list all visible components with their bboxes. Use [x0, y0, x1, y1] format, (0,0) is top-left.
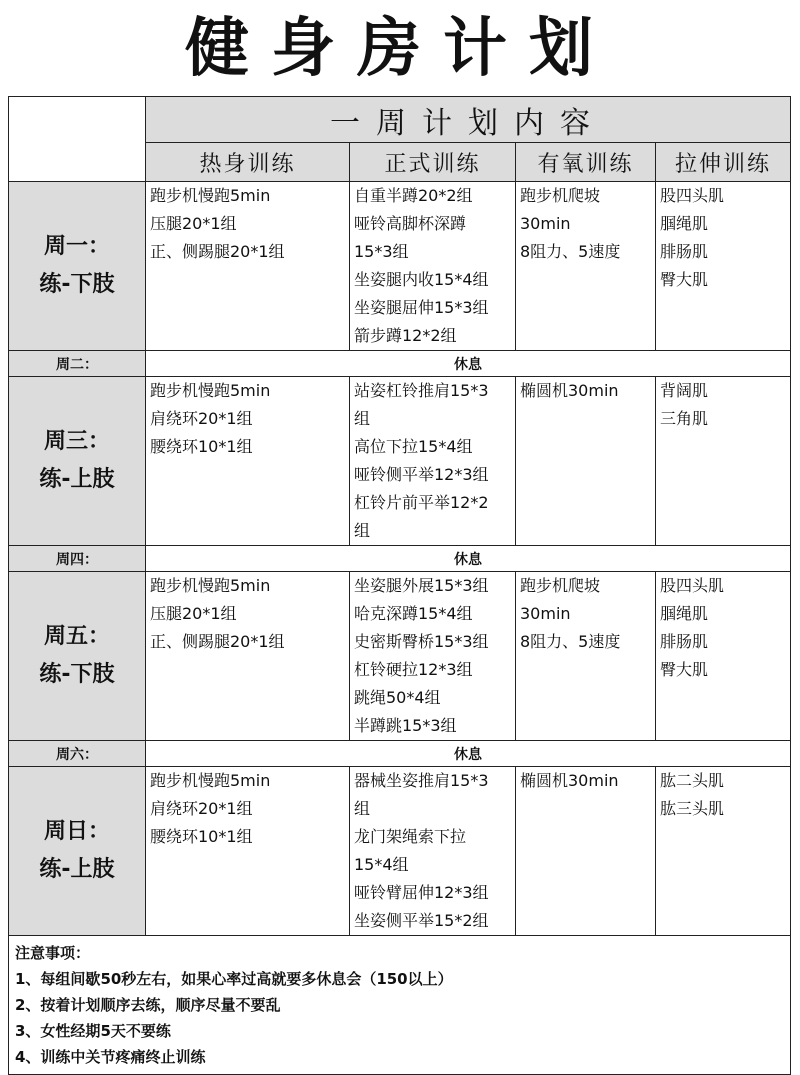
week-title: 一周计划内容 — [146, 97, 791, 143]
list-item: 高位下拉15*4组 — [354, 437, 473, 456]
list-item: 臀大肌 — [660, 270, 709, 289]
table-header-row — [9, 97, 791, 143]
list-item: 龙门架绳索下拉 — [354, 827, 467, 846]
list-item: 肩绕环20*1组 — [150, 799, 253, 818]
main-cell — [350, 767, 516, 936]
day-focus: 练-上肢 — [39, 467, 115, 492]
list-item: 组 — [354, 409, 371, 428]
column-header-stretch: 拉伸训练 — [656, 143, 791, 182]
weekly-plan-table — [8, 96, 791, 1075]
list-item: 站姿杠铃推肩15*3 — [354, 381, 489, 400]
list-item: 坐姿腿内收15*4组 — [354, 270, 489, 289]
list-item: 组 — [354, 799, 371, 818]
list-item: 半蹲跳15*3组 — [354, 716, 457, 735]
list-item: 跑步机慢跑5min — [150, 576, 271, 595]
column-header-warmup: 热身训练 — [146, 143, 350, 182]
list-item: 哈克深蹲15*4组 — [354, 604, 473, 623]
corner-cell — [9, 97, 146, 182]
day-row-friday — [9, 572, 791, 741]
list-item: 跳绳50*4组 — [354, 688, 441, 707]
notes-section — [9, 936, 791, 1075]
list-item: 30min — [520, 214, 571, 233]
list-item: 15*4组 — [354, 855, 409, 874]
list-item: 杠铃片前平举12*2 — [354, 493, 489, 512]
day-focus: 练-上肢 — [39, 857, 115, 882]
day-label: 周五： — [43, 624, 110, 649]
stretch-cell — [656, 182, 791, 351]
list-item: 杠铃硬拉12*3组 — [354, 660, 473, 679]
list-item: 哑铃臂屈伸12*3组 — [354, 883, 489, 902]
day-row-thursday — [9, 546, 791, 572]
rest-label: 休息 — [146, 546, 791, 572]
day-row-wednesday — [9, 377, 791, 546]
main-cell — [350, 182, 516, 351]
cardio-cell — [516, 377, 656, 546]
list-item: 椭圆机30min — [520, 381, 619, 400]
cardio-cell — [516, 572, 656, 741]
warmup-cell — [146, 377, 350, 546]
list-item: 腘绳肌 — [660, 214, 709, 233]
note-item: 4、训练中关节疼痛终止训练 — [15, 1048, 206, 1066]
day-label-cell — [9, 377, 146, 546]
list-item: 30min — [520, 604, 571, 623]
rest-label: 休息 — [146, 351, 791, 377]
list-item: 肱三头肌 — [660, 799, 725, 818]
warmup-cell — [146, 767, 350, 936]
day-label: 周一： — [43, 234, 110, 259]
list-item: 坐姿腿屈伸15*3组 — [354, 298, 489, 317]
list-item: 腘绳肌 — [660, 604, 709, 623]
list-item: 跑步机慢跑5min — [150, 771, 271, 790]
list-item: 股四头肌 — [660, 576, 725, 595]
list-item: 腓肠肌 — [660, 242, 709, 261]
cardio-cell — [516, 182, 656, 351]
list-item: 肩绕环20*1组 — [150, 409, 253, 428]
main-cell — [350, 572, 516, 741]
day-row-tuesday — [9, 351, 791, 377]
list-item: 三角肌 — [660, 409, 709, 428]
list-item: 压腿20*1组 — [150, 604, 237, 623]
notes-row — [9, 936, 791, 1075]
day-label: 周日： — [43, 819, 110, 844]
day-row-sunday — [9, 767, 791, 936]
list-item: 坐姿腿外展15*3组 — [354, 576, 489, 595]
list-item: 跑步机慢跑5min — [150, 381, 271, 400]
list-item: 哑铃侧平举12*3组 — [354, 465, 489, 484]
day-label-cell — [9, 767, 146, 936]
list-item: 臀大肌 — [660, 660, 709, 679]
list-item: 腰绕环10*1组 — [150, 437, 253, 456]
day-label: 周三： — [43, 429, 110, 454]
list-item: 正、侧踢腿20*1组 — [150, 632, 285, 651]
day-row-saturday — [9, 741, 791, 767]
column-header-cardio: 有氧训练 — [516, 143, 656, 182]
list-item: 8阻力、5速度 — [520, 242, 621, 261]
list-item: 跑步机慢跑5min — [150, 186, 271, 205]
list-item: 椭圆机30min — [520, 771, 619, 790]
main-cell — [350, 377, 516, 546]
list-item: 坐姿侧平举15*2组 — [354, 911, 489, 930]
list-item: 正、侧踢腿20*1组 — [150, 242, 285, 261]
list-item: 跑步机爬坡 — [520, 576, 601, 595]
list-item: 腰绕环10*1组 — [150, 827, 253, 846]
day-label-cell — [9, 182, 146, 351]
list-item: 压腿20*1组 — [150, 214, 237, 233]
warmup-cell — [146, 572, 350, 741]
list-item: 股四头肌 — [660, 186, 725, 205]
day-label: 周六： — [9, 741, 146, 767]
list-item: 箭步蹲12*2组 — [354, 326, 457, 345]
list-item: 8阻力、5速度 — [520, 632, 621, 651]
note-item: 1、每组间歇50秒左右，如果心率过高就要多休息会（150以上） — [15, 970, 453, 988]
list-item: 腓肠肌 — [660, 632, 709, 651]
note-item: 2、按着计划顺序去练，顺序尽量不要乱 — [15, 996, 281, 1014]
list-item: 背阔肌 — [660, 381, 709, 400]
stretch-cell — [656, 572, 791, 741]
list-item: 组 — [354, 521, 371, 540]
note-item: 3、女性经期5天不要练 — [15, 1022, 171, 1040]
rest-label: 休息 — [146, 741, 791, 767]
column-header-main: 正式训练 — [350, 143, 516, 182]
list-item: 器械坐姿推肩15*3 — [354, 771, 489, 790]
page-title: 健身房计划 — [185, 12, 615, 86]
list-item: 跑步机爬坡 — [520, 186, 601, 205]
list-item: 15*3组 — [354, 242, 409, 261]
day-focus: 练-下肢 — [39, 272, 115, 297]
day-label: 周二： — [9, 351, 146, 377]
day-row-monday — [9, 182, 791, 351]
list-item: 肱二头肌 — [660, 771, 725, 790]
day-label-cell — [9, 572, 146, 741]
warmup-cell — [146, 182, 350, 351]
list-item: 史密斯臀桥15*3组 — [354, 632, 489, 651]
list-item: 哑铃高脚杯深蹲 — [354, 214, 467, 233]
stretch-cell — [656, 767, 791, 936]
cardio-cell — [516, 767, 656, 936]
notes-heading: 注意事项： — [15, 944, 91, 962]
day-focus: 练-下肢 — [39, 662, 115, 687]
stretch-cell — [656, 377, 791, 546]
list-item: 自重半蹲20*2组 — [354, 186, 473, 205]
day-label: 周四： — [9, 546, 146, 572]
